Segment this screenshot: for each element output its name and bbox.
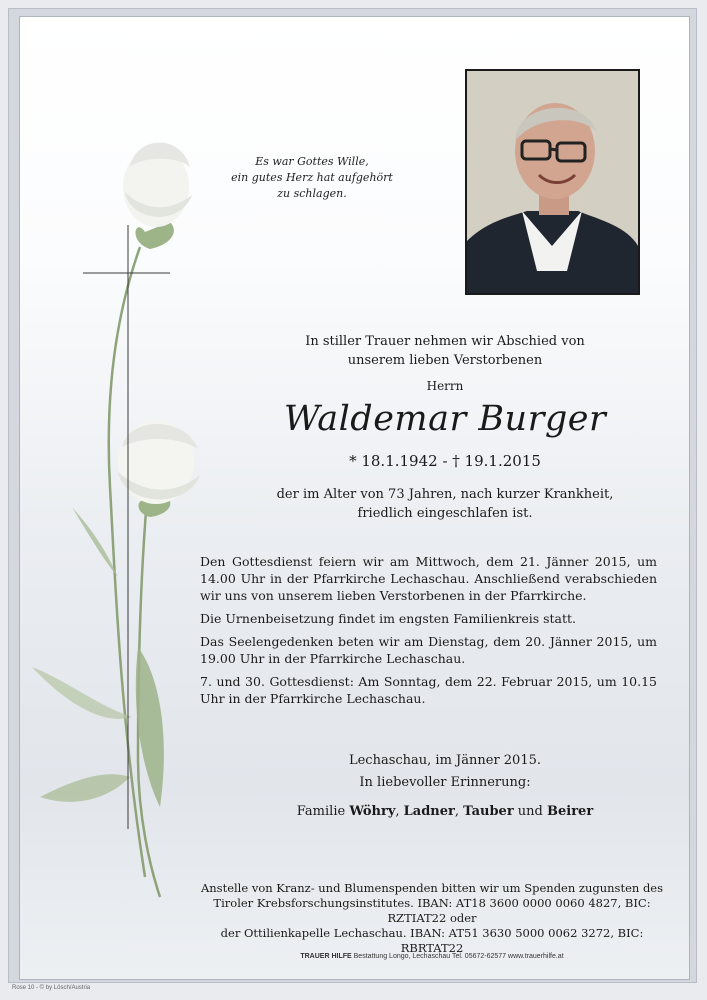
salutation: Herrn [426, 379, 464, 393]
portrait-photo [465, 69, 640, 295]
donation-line: Anstelle von Kranz- und Blumenspenden bitten wir um Spenden zugunsten des [200, 881, 664, 895]
age-line: der im Alter von 73 Jahren, nach kurzer Krankheit, [276, 487, 614, 502]
family-names [230, 804, 660, 819]
motto-line: zu schlagen. [277, 187, 347, 200]
deceased-name: Waldemar Burger [283, 399, 607, 439]
undertaker-contact: Bestattung Longo, Lechaschau Tel. 05672-62577 www.trauerhilfe.at [351, 953, 564, 960]
paragraph-urn: Die Urnenbeisetzung findet im engsten Familienkreis statt. [200, 611, 577, 626]
motto [227, 154, 397, 202]
donation-notice [200, 881, 664, 956]
paragraph-funeral: Den Gottesdienst feiern wir am Mittwoch, dem 21. Jänner 2015, um 14.00 Uhr in der Pfarrkirche Lechaschau. Anschließend verabschieden wir uns von unserem lieben Verstorbenen in der Pfarrkirche. [200, 554, 657, 603]
paragraph-memorial: Das Seelengedenken beten wir am Dienstag, dem 20. Jänner 2015, um 19.00 Uhr in der Pfarrkirche Lechaschau. [200, 634, 657, 666]
motto-line: ein gutes Herz hat aufgehört [231, 171, 393, 184]
family-prefix: Familie [296, 804, 350, 819]
place-date: Lechaschau, im Jänner 2015. [348, 753, 542, 768]
donation-line: der Ottilienkapelle Lechaschau. IBAN: AT51 3630 5000 0062 3272, BIC: RBRTAT22 [220, 926, 644, 955]
family-name: Beirer [547, 804, 594, 819]
family-name: Wöhry [349, 804, 396, 819]
paragraph-mass: 7. und 30. Gottesdienst: Am Sonntag, dem 22. Februar 2015, um 10.15 Uhr in der Pfarrkirche Lechaschau. [200, 674, 657, 706]
donation-line: Tiroler Krebsforschungsinstitutes. IBAN: AT18 3600 0000 0060 4827, BIC: RZTIAT22 oder [213, 896, 651, 925]
rose-illustration [20, 17, 220, 917]
intro-text [230, 332, 660, 370]
undertaker-brand: TRAUER HILFE [300, 953, 352, 960]
family-sep: , [454, 804, 464, 819]
family-sep: und [513, 804, 548, 819]
copyright-credit: Rose 10 - © by Lösch/Austria [12, 985, 91, 991]
portrait-image [467, 71, 638, 293]
age-text [230, 485, 660, 523]
family-sep: , [395, 804, 404, 819]
motto-line: Es war Gottes Wille, [255, 155, 369, 168]
obituary-sheet [19, 16, 690, 980]
memory-line: In liebevoller Erinnerung: [359, 775, 531, 790]
life-dates: * 18.1.1942 - † 19.1.2015 [349, 452, 541, 470]
service-details [200, 553, 657, 713]
intro-line: In stiller Trauer nehmen wir Abschied von [305, 334, 585, 349]
family-name: Tauber [463, 804, 514, 819]
family-name: Ladner [403, 804, 455, 819]
intro-line: unserem lieben Verstorbenen [347, 353, 543, 368]
undertaker-footer [200, 953, 664, 960]
age-line: friedlich eingeschlafen ist. [357, 506, 533, 521]
